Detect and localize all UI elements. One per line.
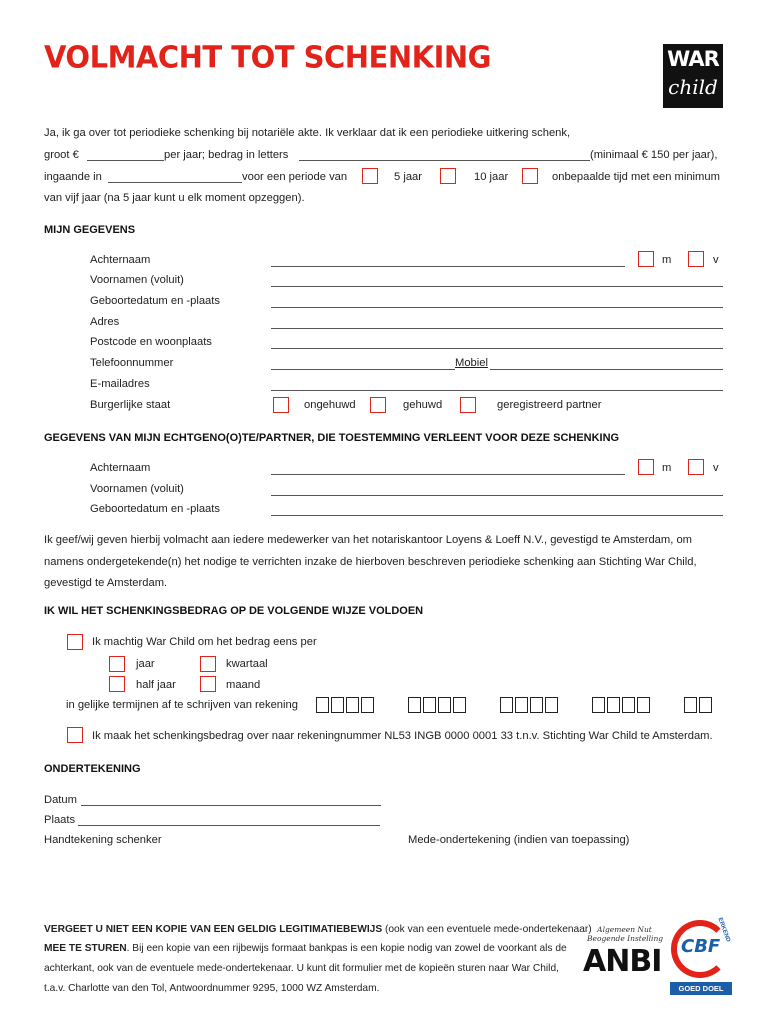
iban-char-box[interactable] xyxy=(423,697,436,713)
halfjaar-label: half jaar xyxy=(136,679,176,691)
gender-m-checkbox[interactable] xyxy=(638,251,654,267)
jaar-checkbox[interactable] xyxy=(109,656,125,672)
period-10-label: 10 jaar xyxy=(474,171,509,183)
cbf-logo-text: CBF xyxy=(681,936,721,957)
intro-line-2c: (minimaal € 150 per jaar), xyxy=(590,149,718,161)
goed-doel-badge: GOED DOEL xyxy=(670,982,732,995)
mede-ondertekening-label: Mede-ondertekening (indien van toepassing) xyxy=(408,834,630,846)
iban-char-box[interactable] xyxy=(592,697,605,713)
footer-rest-2: . Bij een kopie van een rijbewijs formaat bankpas is een kopie nodig van zowel de voorkant als de xyxy=(126,943,567,954)
footer-bold-2: MEE TE STUREN xyxy=(44,943,127,954)
iban-char-box[interactable] xyxy=(438,697,451,713)
iban-char-box[interactable] xyxy=(316,697,329,713)
partner-gender-v-label: v xyxy=(713,462,719,474)
intro-line-1: Ja, ik ga over tot periodieke schenking bij notariële akte. Ik verklaar dat ik een periodieke uitkering schenk, xyxy=(44,127,571,139)
logo-war-text: WAR xyxy=(667,47,719,71)
mobiel-field[interactable] xyxy=(490,369,723,370)
partner-label: geregistreerd partner xyxy=(497,399,602,411)
geboorte-label: Geboortedatum en -plaats xyxy=(90,295,220,307)
machtig-checkbox[interactable] xyxy=(67,634,83,650)
telefoon-label: Telefoonnummer xyxy=(90,357,174,369)
mijn-gegevens-heading: MIJN GEGEVENS xyxy=(44,224,136,236)
iban-char-box[interactable] xyxy=(684,697,697,713)
burgerlijk-label: Burgerlijke staat xyxy=(90,399,171,411)
partner-gender-m-label: m xyxy=(662,462,672,474)
voornamen-label: Voornamen (voluit) xyxy=(90,274,184,286)
partner-voornamen-field[interactable] xyxy=(271,495,723,496)
footer-line-2 xyxy=(44,943,567,954)
intro-line-3a: ingaande in xyxy=(44,171,102,183)
ondertekening-heading: ONDERTEKENING xyxy=(44,763,141,775)
datum-label: Datum xyxy=(44,794,77,806)
iban-char-box[interactable] xyxy=(331,697,344,713)
start-date-field[interactable] xyxy=(108,182,242,183)
iban-char-box[interactable] xyxy=(530,697,543,713)
iban-char-box[interactable] xyxy=(500,697,513,713)
voornamen-field[interactable] xyxy=(271,286,723,287)
period-5-checkbox[interactable] xyxy=(362,168,378,184)
plaats-label: Plaats xyxy=(44,814,76,826)
geboorte-field[interactable] xyxy=(271,307,723,308)
iban-char-box[interactable] xyxy=(545,697,558,713)
intro-line-2a: groot € xyxy=(44,149,79,161)
telefoon-field[interactable] xyxy=(271,369,455,370)
ongehuwd-checkbox[interactable] xyxy=(273,397,289,413)
iban-char-box[interactable] xyxy=(622,697,635,713)
period-5-label: 5 jaar xyxy=(394,171,422,183)
footer-rest-1: (ook van een eventuele mede-ondertekenaar) xyxy=(382,924,592,935)
maand-checkbox[interactable] xyxy=(200,676,216,692)
gehuwd-label: gehuwd xyxy=(403,399,443,411)
mobiel-label: Mobiel xyxy=(455,357,488,369)
partner-achternaam-label: Achternaam xyxy=(90,462,151,474)
gender-m-label: m xyxy=(662,254,672,266)
iban-char-box[interactable] xyxy=(408,697,421,713)
kwartaal-checkbox[interactable] xyxy=(200,656,216,672)
partner-voornamen-label: Voornamen (voluit) xyxy=(90,483,184,495)
footer-line-3: achterkant, ook van de eventuele mede-ondertekenaar. U kunt dit formulier met de kopieën sturen naar War Child, xyxy=(44,963,559,974)
plaats-field[interactable] xyxy=(78,825,380,826)
datum-field[interactable] xyxy=(81,805,381,806)
anbi-logo: ANBI xyxy=(583,944,662,979)
cbf-erkend-text: ERKEND xyxy=(716,917,731,943)
rekening-label: in gelijke termijnen af te schrijven van rekening xyxy=(66,699,298,711)
anbi-subtitle-line-1: Algemeen Nut xyxy=(597,925,652,934)
jaar-label: jaar xyxy=(136,658,155,670)
volmacht-line-3: gevestigd te Amsterdam. xyxy=(44,577,168,589)
anbi-subtitle xyxy=(587,925,662,943)
iban-char-box[interactable] xyxy=(453,697,466,713)
period-onbepaald-label: onbepaalde tijd met een minimum xyxy=(552,171,720,183)
achternaam-label: Achternaam xyxy=(90,254,151,266)
postcode-label: Postcode en woonplaats xyxy=(90,336,212,348)
intro-line-3b: voor een periode van xyxy=(242,171,348,183)
halfjaar-checkbox[interactable] xyxy=(109,676,125,692)
footer-line-1 xyxy=(44,924,592,935)
gender-v-label: v xyxy=(713,254,719,266)
maand-label: maand xyxy=(226,679,261,691)
period-onbepaald-checkbox[interactable] xyxy=(522,168,538,184)
postcode-field[interactable] xyxy=(271,348,723,349)
kwartaal-label: kwartaal xyxy=(226,658,268,670)
partner-geboorte-field[interactable] xyxy=(271,515,723,516)
email-label: E-mailadres xyxy=(90,378,150,390)
partner-geboorte-label: Geboortedatum en -plaats xyxy=(90,503,220,515)
iban-char-box[interactable] xyxy=(346,697,359,713)
partner-heading: GEGEVENS VAN MIJN ECHTGENO(O)TE/PARTNER, DIE TOESTEMMING VERLEENT VOOR DEZE SCHENKING xyxy=(44,432,620,444)
overmaken-label: Ik maak het schenkingsbedrag over naar rekeningnummer NL53 INGB 0000 0001 33 t.n.v. Stichting War Child te Amsterdam. xyxy=(92,730,713,742)
volmacht-line-2: namens ondergetekende(n) het nodige te verrichten inzake de hierboven beschreven periodieke schenking aan Stichting War Child, xyxy=(44,556,697,568)
footer-bold-1: VERGEET U NIET EEN KOPIE VAN EEN GELDIG LEGITIMATIEBEWIJS xyxy=(44,924,383,935)
partner-checkbox[interactable] xyxy=(460,397,476,413)
iban-char-box[interactable] xyxy=(361,697,374,713)
partner-gender-v-checkbox[interactable] xyxy=(688,459,704,475)
amount-field[interactable] xyxy=(87,160,164,161)
war-child-logo xyxy=(663,44,723,108)
partner-achternaam-field[interactable] xyxy=(271,474,625,475)
gender-v-checkbox[interactable] xyxy=(688,251,704,267)
intro-line-4: van vijf jaar (na 5 jaar kunt u elk moment opzeggen). xyxy=(44,192,305,204)
machtig-label: Ik machtig War Child om het bedrag eens per xyxy=(92,636,317,648)
adres-label: Adres xyxy=(90,316,120,328)
iban-char-box[interactable] xyxy=(607,697,620,713)
iban-char-box[interactable] xyxy=(699,697,712,713)
achternaam-field[interactable] xyxy=(271,266,625,267)
amount-letters-field[interactable] xyxy=(299,160,590,161)
partner-gender-m-checkbox[interactable] xyxy=(638,459,654,475)
iban-char-box[interactable] xyxy=(637,697,650,713)
intro-line-2b: per jaar; bedrag in letters xyxy=(164,149,289,161)
email-field[interactable] xyxy=(271,390,723,391)
overmaken-checkbox[interactable] xyxy=(67,727,83,743)
logo-child-text: child xyxy=(668,75,718,99)
period-10-checkbox[interactable] xyxy=(440,168,456,184)
ongehuwd-label: ongehuwd xyxy=(304,399,356,411)
page-title: VOLMACHT TOT SCHENKING xyxy=(44,39,491,75)
volmacht-line-1: Ik geef/wij geven hierbij volmacht aan iedere medewerker van het notariskantoor Loyens & Loeff N.V., gevestigd te Amsterdam, om xyxy=(44,534,692,546)
iban-char-box[interactable] xyxy=(515,697,528,713)
handtekening-label: Handtekening schenker xyxy=(44,834,162,846)
adres-field[interactable] xyxy=(271,328,723,329)
footer-line-4: t.a.v. Charlotte van den Tol, Antwoordnummer 9295, 1000 WZ Amsterdam. xyxy=(44,983,380,994)
gehuwd-checkbox[interactable] xyxy=(370,397,386,413)
wijze-heading: IK WIL HET SCHENKINGSBEDRAG OP DE VOLGENDE WIJZE VOLDOEN xyxy=(44,605,424,617)
anbi-subtitle-line-2: Beogende Instelling xyxy=(587,934,664,943)
